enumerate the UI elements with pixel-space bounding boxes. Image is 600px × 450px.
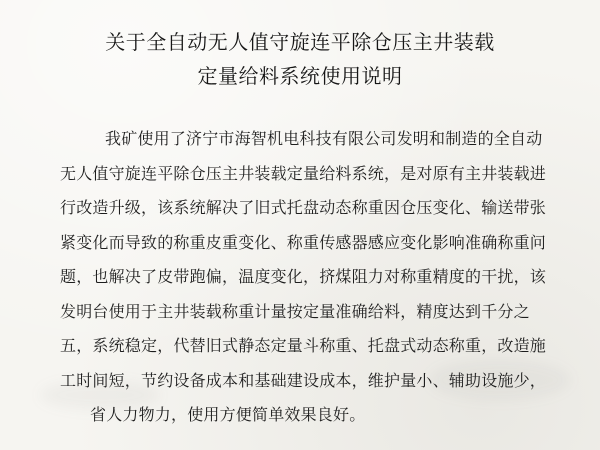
body-paragraph-line: 紧变化而导致的称重皮重变化、称重传感器感应变化影响准确称重问	[60, 232, 547, 252]
document-title-line-1: 关于全自动无人值守旋连平除仓压主井装载	[105, 30, 495, 54]
document-body	[60, 122, 560, 433]
body-paragraph-line: 我矿使用了济宁市海智机电科技有限公司发明和制造的全自动	[105, 129, 543, 148]
body-paragraph-line: 无人值守旋连平除仓压主井装载定量给料系统，是对原有主井装载进	[60, 163, 547, 183]
body-paragraph-line: 行改造升级，该系统解决了旧式托盘动态称重因仓压变化、输送带张	[60, 198, 547, 217]
body-paragraph-line: 发明台使用于主井装载称重计量按定量准确给料，精度达到千分之	[60, 301, 530, 321]
body-paragraph-line: 五，系统稳定，代替旧式静态定量斗称重、托盘式动态称重，改造施	[60, 336, 547, 355]
body-paragraph-line: 省人力物力，使用方便简单效果良好。	[90, 405, 366, 424]
body-paragraph-line: 题，也解决了皮带跑偏，温度变化，挤煤阻力对称重精度的干扰，该	[60, 267, 547, 286]
body-paragraph-line: 工时间短，节约设备成本和基础建设成本，维护量小、辅助设施少，	[60, 370, 547, 390]
document-title-line-2: 定量给料系统使用说明	[197, 64, 403, 88]
